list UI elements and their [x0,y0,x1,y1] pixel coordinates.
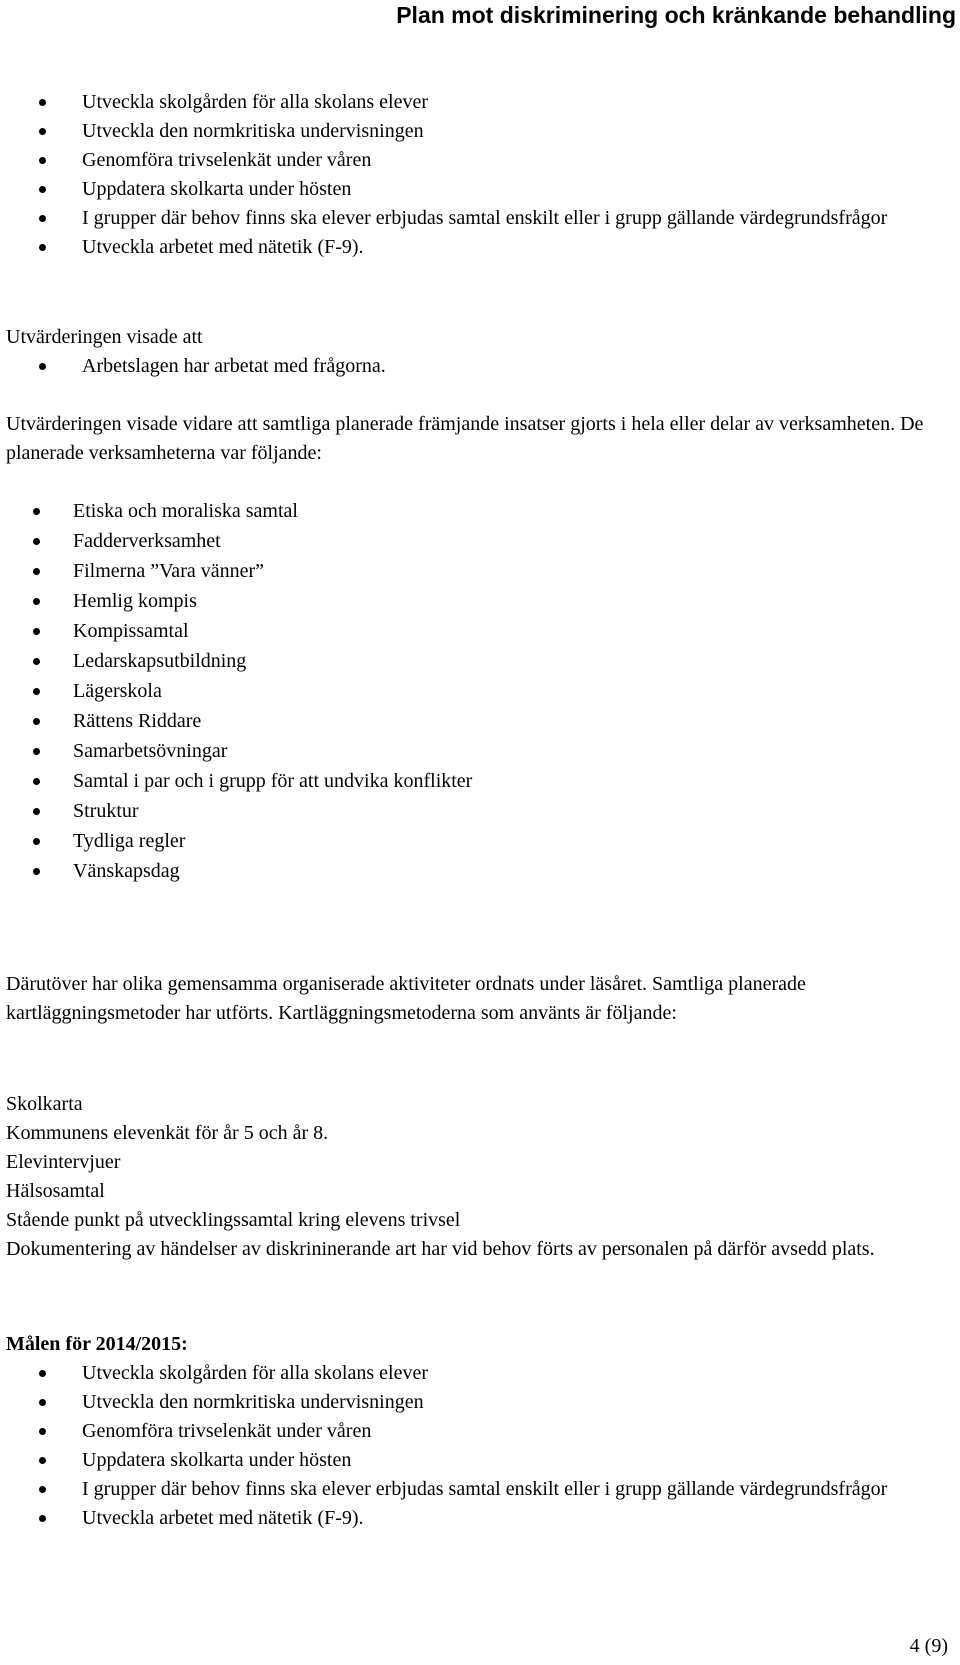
list-item: Filmerna ”Vara vänner” [6,556,940,586]
list-item: Dokumentering av händelser av diskrininerande art har vid behov förts av personalen på därför avsedd plats. [6,1238,875,1260]
goals-section-previous [6,88,940,262]
evaluation-paragraph-block [6,410,940,468]
goals-list [6,1359,940,1533]
list-item: Kommunens elevenkät för år 5 och år 8. [6,1122,329,1144]
list-item: Vänskapsdag [6,856,940,886]
list-item: Utveckla den normkritiska undervisningen [6,1388,940,1417]
list-item: Uppdatera skolkarta under hösten [6,175,940,204]
list-item: Genomföra trivselenkät under våren [6,146,940,175]
list-item: Utveckla arbetet med nätetik (F-9). [6,233,940,262]
list-item: Kompissamtal [6,616,940,646]
list-item: Tydliga regler [6,826,940,856]
goals-list [6,88,940,262]
list-item: Fadderverksamhet [6,526,940,556]
list-item: Ledarskapsutbildning [6,646,940,676]
page-number: 4 (9) [909,1635,948,1657]
activities-list [6,496,940,886]
list-item: Uppdatera skolkarta under hösten [6,1446,940,1475]
evaluation-paragraph: Utvärderingen visade vidare att samtliga planerade främjande insatser gjorts i hela eller delar av verksamheten. De planerade verksamheterna var följande: [6,413,924,464]
activities-section [6,496,940,886]
list-item: Genomföra trivselenkät under våren [6,1417,940,1446]
summary-section [6,970,940,1028]
list-item: Utveckla skolgården för alla skolans elever [6,88,940,117]
list-item: Lägerskola [6,676,940,706]
list-item: Rättens Riddare [6,706,940,736]
list-item: Utveckla arbetet med nätetik (F-9). [6,1504,940,1533]
list-item: Utveckla skolgården för alla skolans elever [6,1359,940,1388]
summary-paragraph: Därutöver har olika gemensamma organiserade aktiviteter ordnats under läsåret. Samtliga planerade kartläggningsmetoder har utförts. Kartläggningsmetoderna som använts är följande: [6,973,806,1024]
list-item: I grupper där behov finns ska elever erbjudas samtal enskilt eller i grupp gällande värdegrundsfrågor [6,204,940,233]
list-item: Utveckla den normkritiska undervisningen [6,117,940,146]
evaluation-section [6,323,940,381]
evaluation-intro: Utvärderingen visade att [6,326,203,348]
list-item: I grupper där behov finns ska elever erbjudas samtal enskilt eller i grupp gällande värdegrundsfrågor [6,1475,940,1504]
document-header-title: Plan mot diskriminering och kränkande behandling [396,2,956,28]
list-item: Struktur [6,796,940,826]
list-item: Elevintervjuer [6,1151,121,1173]
list-item: Samarbetsövningar [6,736,940,766]
methods-section [6,1090,940,1264]
list-item: Hemlig kompis [6,586,940,616]
list-item: Etiska och moraliska samtal [6,496,940,526]
section-heading: Målen för 2014/2015: [6,1333,188,1355]
list-item: Stående punkt på utvecklingssamtal kring elevens trivsel [6,1209,461,1231]
list-item: Skolkarta [6,1093,83,1115]
list-item: Samtal i par och i grupp för att undvika konflikter [6,766,940,796]
list-item: Hälsosamtal [6,1180,105,1202]
evaluation-list [6,352,940,381]
goals-section-next [6,1330,940,1533]
list-item: Arbetslagen har arbetat med frågorna. [6,352,940,381]
